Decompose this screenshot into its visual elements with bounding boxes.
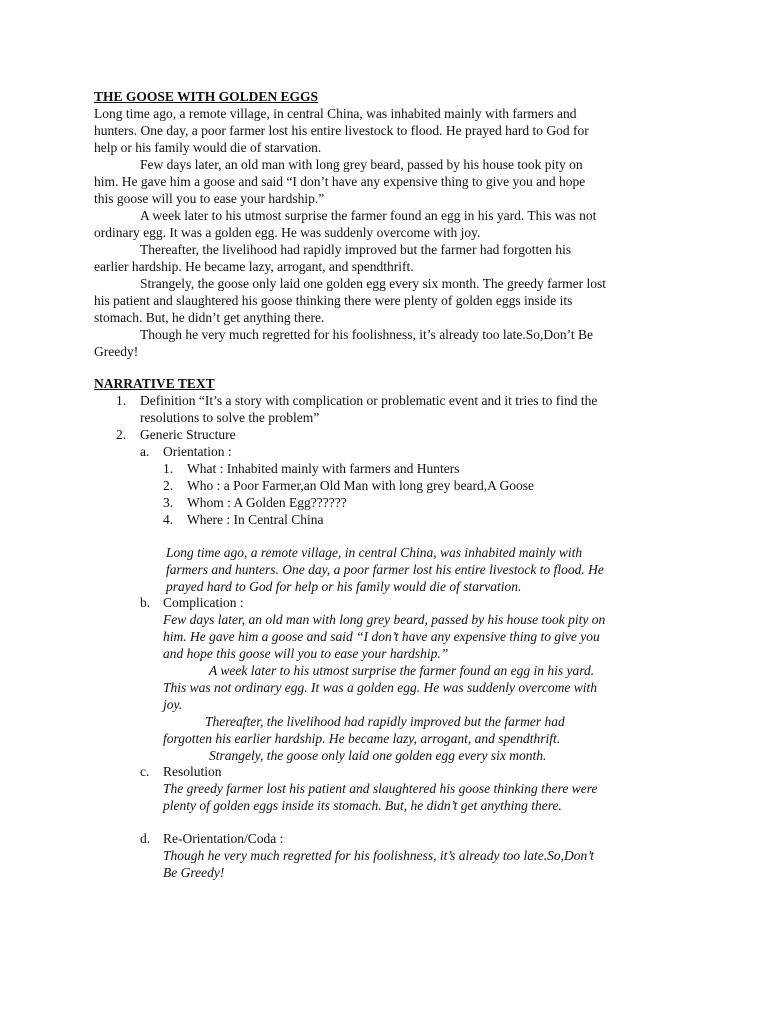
- complication-paragraph-line: and hope this goose will you to ease your hardship.”: [163, 646, 449, 661]
- story-line: A week later to his utmost surprise the farmer found an egg in his yard. This was not: [140, 208, 597, 223]
- orientation-paragraph-line: Long time ago, a remote village, in central China, was inhabited mainly with: [166, 545, 583, 560]
- coda-label: Re-Orientation/Coda :: [163, 831, 284, 846]
- list-number: 1.: [116, 393, 127, 408]
- story-line: earlier hardship. He became lazy, arrogant, and spendthrift.: [94, 259, 414, 274]
- complication-label: Complication :: [163, 595, 244, 610]
- generic-structure-label: Generic Structure: [140, 427, 236, 442]
- orientation-label: Orientation :: [163, 444, 232, 459]
- definition-line: resolutions to solve the problem”: [140, 410, 320, 425]
- complication-paragraph-line: him. He gave him a goose and said “I don’t have any expensive thing to give you: [163, 629, 600, 644]
- orientation-item-number: 4.: [163, 512, 174, 527]
- resolution-paragraph-line: plenty of golden eggs inside its stomach. But, he didn’t get anything there.: [163, 798, 562, 813]
- definition-line: Definition “It’s a story with complication or problematic event and it tries to find the: [140, 393, 598, 408]
- story-line: Few days later, an old man with long grey beard, passed by his house took pity on: [140, 157, 583, 172]
- story-line: Long time ago, a remote village, in central China, was inhabited mainly with farmers and: [94, 106, 577, 121]
- orientation-item: Who : a Poor Farmer,an Old Man with long grey beard,A Goose: [187, 478, 535, 493]
- story-line: ordinary egg. It was a golden egg. He was suddenly overcome with joy.: [94, 225, 481, 240]
- orientation-item: Whom : A Golden Egg??????: [187, 495, 347, 510]
- complication-paragraph-line: joy.: [163, 697, 183, 712]
- story-line: him. He gave him a goose and said “I don’t have any expensive thing to give you and hope: [94, 174, 586, 189]
- sub-letter: b.: [140, 595, 151, 610]
- story-line: help or his family would die of starvation.: [94, 140, 322, 155]
- orientation-item: Where : In Central China: [187, 512, 324, 527]
- orientation-item-number: 3.: [163, 495, 174, 510]
- complication-paragraph-line: This was not ordinary egg. It was a golden egg. He was suddenly overcome with: [163, 680, 597, 695]
- narrative-heading: NARRATIVE TEXT: [94, 376, 215, 391]
- sub-letter: c.: [140, 764, 150, 779]
- sub-letter: d.: [140, 831, 151, 846]
- story-line: his patient and slaughtered his goose thinking there were plenty of golden eggs inside its: [94, 293, 573, 308]
- coda-paragraph-line: Be Greedy!: [163, 865, 225, 880]
- story-title: THE GOOSE WITH GOLDEN EGGS: [94, 89, 319, 104]
- complication-paragraph-line: Few days later, an old man with long grey beard, passed by his house took pity on: [163, 612, 606, 627]
- story-line: Though he very much regretted for his foolishness, it’s already too late.So,Don’t Be: [140, 327, 594, 342]
- list-number: 2.: [116, 427, 127, 442]
- complication-paragraph-line: Strangely, the goose only laid one golden egg every six month.: [209, 748, 547, 763]
- story-line: Greedy!: [94, 344, 139, 359]
- story-line: Strangely, the goose only laid one golden egg every six month. The greedy farmer lost: [140, 276, 607, 291]
- story-line: hunters. One day, a poor farmer lost his entire livestock to flood. He prayed hard to God for: [94, 123, 589, 138]
- orientation-item: What : Inhabited mainly with farmers and Hunters: [187, 461, 460, 476]
- complication-paragraph-line: Thereafter, the livelihood had rapidly improved but the farmer had: [205, 714, 565, 729]
- resolution-label: Resolution: [163, 764, 222, 779]
- orientation-item-number: 1.: [163, 461, 174, 476]
- orientation-paragraph-line: prayed hard to God for help or his family would die of starvation.: [166, 579, 522, 594]
- story-line: stomach. But, he didn’t get anything there.: [94, 310, 325, 325]
- orientation-paragraph-line: farmers and hunters. One day, a poor farmer lost his entire livestock to flood. He: [166, 562, 604, 577]
- coda-paragraph-line: Though he very much regretted for his foolishness, it’s already too late.So,Don’t: [163, 848, 594, 863]
- resolution-paragraph-line: The greedy farmer lost his patient and slaughtered his goose thinking there were: [163, 781, 598, 796]
- story-line: Thereafter, the livelihood had rapidly improved but the farmer had forgotten his: [140, 242, 572, 257]
- sub-letter: a.: [140, 444, 150, 459]
- complication-paragraph-line: A week later to his utmost surprise the farmer found an egg in his yard.: [209, 663, 595, 678]
- story-line: this goose will you to ease your hardship.”: [94, 191, 325, 206]
- orientation-item-number: 2.: [163, 478, 174, 493]
- complication-paragraph-line: forgotten his earlier hardship. He became lazy, arrogant, and spendthrift.: [163, 731, 561, 746]
